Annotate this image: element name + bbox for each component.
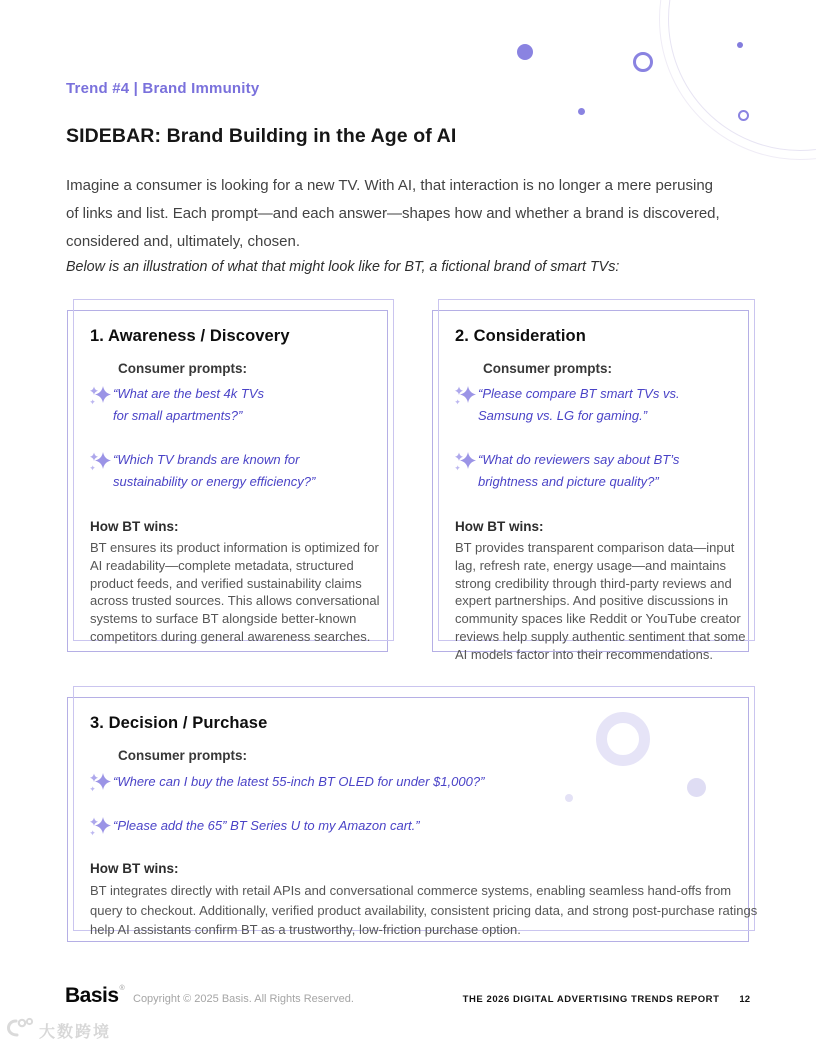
consumer-prompts-label: Consumer prompts: [118,748,248,763]
cards-row [67,310,749,662]
card-body [68,698,758,940]
prompt-item [87,448,369,493]
consumer-prompts-label: Consumer prompts: [118,361,248,376]
prompt-item [87,382,369,427]
page-title: SIDEBAR: Brand Building in the Age of AI [66,125,457,147]
sparkle-icon [87,814,113,840]
purple-dot-large [517,44,533,60]
purple-dot-tiny [737,42,743,48]
prompt-line: “Please compare BT smart TVs vs. [478,386,680,401]
trademark-mark: ® [119,985,125,992]
card-decision-purchase [67,697,758,942]
sparkle-icon [87,770,113,796]
prompt-line: “Where can I buy the latest 55-inch BT OLED for under $1,000?” [113,774,485,789]
prompt-line: for small apartments?” [113,408,243,423]
prompt-item [452,382,730,427]
purple-ring-small [738,110,749,121]
card-consideration [432,310,749,662]
prompt-line: sustainability or energy efficiency?” [113,474,316,489]
how-bt-wins-text: BT provides transparent comparison data—input lag, refresh rate, energy usage—and maintains strong credibility through third-party reviews and expert partnerships. And positive discussions in community spaces like Reddit or YouTube creator reviews help supply authentic sentiment that some AI models factor into their recommendations. [455,540,746,662]
intro-note-italic: Below is an illustration of what that might look like for BT, a fictional brand of smart TVs: [66,259,620,275]
watermark-logo-icon [5,1016,35,1045]
copyright-text: Copyright © 2025 Basis. All Rights Reserved. [133,993,354,1005]
trend-eyebrow: Trend #4 | Brand Immunity [66,80,260,97]
how-bt-wins-text: BT integrates directly with retail APIs and conversational commerce systems, enabling seamless hand-offs from query to checkout. Additionally, verified product availability, consistent pricing data, and strong post-purchase ratings help AI assistants confirm BT as a trustworthy, low-friction purchase option. [90,883,758,937]
consumer-prompts-label: Consumer prompts: [483,361,613,376]
prompt-line: “Please add the 65” BT Series U to my Amazon cart.” [113,818,420,833]
how-bt-wins-label: How BT wins: [90,519,179,534]
card-body [433,311,748,664]
prompt-line: “What are the best 4k TVs [113,386,265,401]
prompt-line: “What do reviewers say about BT’s [478,452,680,467]
prompt-text [113,813,420,836]
sparkle-icon [452,383,478,409]
prompt-text [113,769,484,792]
how-bt-wins-label: How BT wins: [90,861,179,876]
prompt-line: Samsung vs. LG for gaming.” [478,408,648,423]
prompt-text [478,382,680,427]
prompt-item [87,813,730,840]
prompt-item [87,769,730,796]
basis-logo [65,984,123,1008]
card-title: 2. Consideration [455,327,586,345]
prompt-text [113,448,315,493]
intro-paragraph: Imagine a consumer is looking for a new TV. With AI, that interaction is no longer a mere perusing of links and list. Each prompt—and each answer—shapes how and whether a brand is discovered, considered and, ultimately, chosen. [66,177,720,250]
prompt-text [478,448,679,493]
how-bt-wins-text: BT ensures its product information is optimized for AI readability—complete metadata, structured product feeds, and verified sustainability claims across trusted sources. This allows conversational systems to surface BT alongside better-known competitors during general awareness searches. [90,540,380,644]
page-number: 12 [739,994,750,1005]
prompt-item [452,448,730,493]
prompt-text [113,382,264,427]
watermark [5,1016,111,1045]
watermark-text: 大数跨境 [39,1024,112,1041]
prompt-line: brightness and picture quality?” [478,474,659,489]
purple-ring-medium [633,52,653,72]
card-awareness-discovery [67,310,388,652]
sparkle-icon [87,383,113,409]
report-title-text: THE 2026 DIGITAL ADVERTISING TRENDS REPORT [462,994,720,1005]
purple-dot-small [578,108,585,115]
how-bt-wins-label: How BT wins: [455,519,544,534]
card-title: 1. Awareness / Discovery [90,327,290,345]
large-circle-outline-inner [668,0,816,151]
prompt-line: “Which TV brands are known for [113,452,300,467]
sparkle-icon [452,449,478,475]
sparkle-icon [87,449,113,475]
footer-report-title [463,994,750,1005]
card-title: 3. Decision / Purchase [90,714,268,732]
card-body [68,311,387,646]
basis-logo-text: Basis [65,984,119,1007]
